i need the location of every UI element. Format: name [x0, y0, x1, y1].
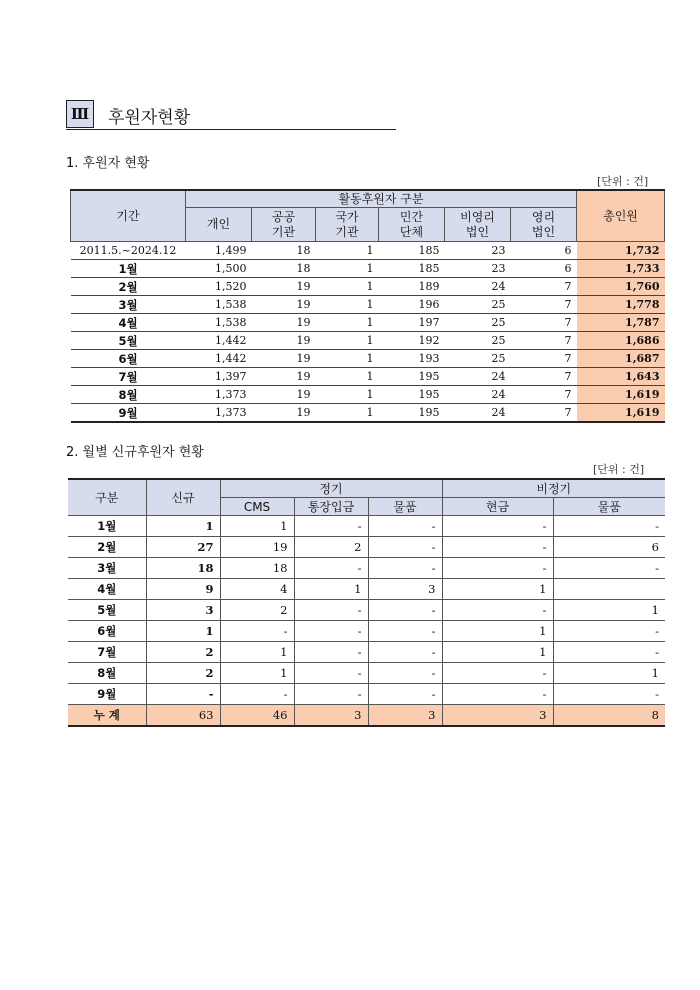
month-cell: 2월: [68, 537, 146, 558]
table-row: [68, 642, 665, 663]
header-total: 총인원: [577, 190, 665, 242]
value-cell: 18: [220, 558, 294, 579]
value-cell: 7: [511, 368, 577, 386]
value-cell: 1: [442, 621, 553, 642]
value-cell: -: [553, 642, 665, 663]
month-cell: 7월: [68, 642, 146, 663]
value-cell: 18: [252, 242, 316, 260]
month-cell: 4월: [68, 579, 146, 600]
table-row: [71, 314, 665, 332]
value-cell: -: [368, 516, 442, 537]
table-row: [68, 537, 665, 558]
header-new: 신규: [146, 479, 220, 516]
table-row: [71, 350, 665, 368]
period-cell: 4월: [71, 314, 186, 332]
value-cell: -: [294, 663, 368, 684]
value-cell: 4: [220, 579, 294, 600]
value-cell: 24: [445, 368, 511, 386]
month-cell: 5월: [68, 600, 146, 621]
header-irregular: 비정기: [442, 479, 665, 498]
value-cell: -: [553, 558, 665, 579]
period-cell: 5월: [71, 332, 186, 350]
value-cell: -: [294, 600, 368, 621]
value-cell: -: [294, 558, 368, 579]
value-cell: 19: [252, 350, 316, 368]
value-cell: 189: [379, 278, 445, 296]
period-cell: 2011.5.~2024.12: [71, 242, 186, 260]
sum-value-cell: 3: [294, 705, 368, 727]
subheader-2: [316, 208, 379, 242]
new-count-cell: 1: [146, 516, 220, 537]
value-cell: 23: [445, 242, 511, 260]
value-cell: 193: [379, 350, 445, 368]
header-category: 구분: [68, 479, 146, 516]
value-cell: 185: [379, 260, 445, 278]
table-row: [68, 558, 665, 579]
table-row: [68, 684, 665, 705]
table-row: [71, 404, 665, 423]
table-row: [71, 368, 665, 386]
value-cell: 1,500: [186, 260, 252, 278]
value-cell: 25: [445, 296, 511, 314]
value-cell: 185: [379, 242, 445, 260]
value-cell: -: [368, 642, 442, 663]
subheader-line: 영리: [531, 209, 556, 224]
header-regular: 정기: [220, 479, 442, 498]
value-cell: 19: [252, 278, 316, 296]
sum-row: [68, 705, 665, 727]
value-cell: 1: [316, 260, 379, 278]
subheader-line: 공공: [271, 209, 296, 224]
value-cell: 3: [368, 579, 442, 600]
value-cell: 7: [511, 404, 577, 423]
new-count-cell: 1: [146, 621, 220, 642]
subheader-regular-1: 통장입금: [294, 498, 368, 516]
value-cell: -: [368, 600, 442, 621]
month-cell: 1월: [68, 516, 146, 537]
value-cell: 7: [511, 314, 577, 332]
value-cell: 1: [220, 642, 294, 663]
value-cell: 1,499: [186, 242, 252, 260]
value-cell: 1: [220, 516, 294, 537]
value-cell: -: [442, 558, 553, 579]
period-cell: 2월: [71, 278, 186, 296]
value-cell: 25: [445, 350, 511, 368]
value-cell: 1: [316, 314, 379, 332]
section1-title: 1. 후원자 현황: [66, 156, 150, 171]
table-row: [71, 386, 665, 404]
month-cell: 8월: [68, 663, 146, 684]
value-cell: 1: [316, 368, 379, 386]
value-cell: 1,373: [186, 386, 252, 404]
value-cell: 19: [252, 314, 316, 332]
period-cell: 3월: [71, 296, 186, 314]
period-cell: 6월: [71, 350, 186, 368]
value-cell: -: [553, 684, 665, 705]
value-cell: 1: [220, 663, 294, 684]
value-cell: 19: [220, 537, 294, 558]
value-cell: 196: [379, 296, 445, 314]
subheader-line: 민간: [399, 209, 424, 224]
subheader-line: 법인: [531, 224, 556, 239]
subheader-irregular-0: 현금: [442, 498, 553, 516]
section2-unit: [단위 : 건]: [593, 463, 645, 476]
sum-new-cell: 63: [146, 705, 220, 727]
value-cell: 1,442: [186, 332, 252, 350]
value-cell: 1,373: [186, 404, 252, 423]
sponsor-status-table: [70, 189, 665, 423]
sum-value-cell: 8: [553, 705, 665, 727]
value-cell: 7: [511, 350, 577, 368]
value-cell: -: [294, 516, 368, 537]
table-row: [68, 663, 665, 684]
sum-value-cell: 46: [220, 705, 294, 727]
subheader-regular-2: 물품: [368, 498, 442, 516]
period-cell: 9월: [71, 404, 186, 423]
table-row: [71, 296, 665, 314]
value-cell: 6: [553, 537, 665, 558]
value-cell: 1: [294, 579, 368, 600]
subheader-3: [379, 208, 445, 242]
new-count-cell: 27: [146, 537, 220, 558]
value-cell: -: [553, 516, 665, 537]
value-cell: -: [442, 516, 553, 537]
value-cell: 1: [316, 332, 379, 350]
value-cell: [553, 579, 665, 600]
value-cell: -: [294, 621, 368, 642]
section2-title: 2. 월별 신규후원자 현황: [66, 445, 204, 460]
chapter-heading: [66, 100, 396, 133]
value-cell: 1: [316, 242, 379, 260]
value-cell: 195: [379, 368, 445, 386]
subheader-4: [445, 208, 511, 242]
value-cell: -: [294, 684, 368, 705]
chapter-number: Ⅲ: [66, 100, 94, 128]
subheader-irregular-1: 물품: [553, 498, 665, 516]
header-period: 기간: [71, 190, 186, 242]
value-cell: -: [220, 621, 294, 642]
header-active-sponsor-group: 활동후원자 구분: [186, 190, 577, 208]
value-cell: 2: [220, 600, 294, 621]
table-row: [68, 621, 665, 642]
value-cell: -: [368, 537, 442, 558]
value-cell: -: [220, 684, 294, 705]
section1-unit: [단위 : 건]: [597, 175, 649, 188]
total-cell: 1,778: [577, 296, 665, 314]
subheader-line: 비영리: [460, 209, 495, 224]
new-count-cell: 18: [146, 558, 220, 579]
value-cell: 6: [511, 242, 577, 260]
subheader-line: 개인: [206, 217, 231, 231]
total-cell: 1,643: [577, 368, 665, 386]
subheader-line: 단체: [399, 224, 424, 239]
value-cell: 192: [379, 332, 445, 350]
new-count-cell: -: [146, 684, 220, 705]
table-row: [71, 260, 665, 278]
new-count-cell: 3: [146, 600, 220, 621]
value-cell: 1,538: [186, 296, 252, 314]
value-cell: 1: [316, 350, 379, 368]
table-row: [71, 242, 665, 260]
total-cell: 1,619: [577, 404, 665, 423]
value-cell: 6: [511, 260, 577, 278]
value-cell: 25: [445, 332, 511, 350]
value-cell: -: [368, 684, 442, 705]
subheader-line: 기관: [271, 224, 296, 239]
value-cell: 24: [445, 278, 511, 296]
value-cell: 19: [252, 332, 316, 350]
value-cell: 7: [511, 296, 577, 314]
value-cell: 2: [294, 537, 368, 558]
total-cell: 1,733: [577, 260, 665, 278]
value-cell: 1: [553, 600, 665, 621]
subheader-regular-0: CMS: [220, 498, 294, 516]
value-cell: -: [368, 663, 442, 684]
value-cell: 7: [511, 386, 577, 404]
table-row: [71, 278, 665, 296]
value-cell: -: [442, 537, 553, 558]
table-row: [68, 516, 665, 537]
chapter-underline: [66, 129, 396, 130]
subheader-line: 기관: [335, 224, 359, 239]
value-cell: 195: [379, 386, 445, 404]
table-row: [71, 332, 665, 350]
value-cell: 1,538: [186, 314, 252, 332]
value-cell: -: [294, 642, 368, 663]
value-cell: 25: [445, 314, 511, 332]
value-cell: -: [442, 684, 553, 705]
value-cell: -: [368, 621, 442, 642]
subheader-1: [252, 208, 316, 242]
new-count-cell: 2: [146, 663, 220, 684]
value-cell: 1: [316, 386, 379, 404]
total-cell: 1,787: [577, 314, 665, 332]
value-cell: 23: [445, 260, 511, 278]
value-cell: 24: [445, 386, 511, 404]
value-cell: 7: [511, 332, 577, 350]
period-cell: 7월: [71, 368, 186, 386]
value-cell: 7: [511, 278, 577, 296]
period-cell: 8월: [71, 386, 186, 404]
value-cell: 195: [379, 404, 445, 423]
subheader-line: 국가: [335, 209, 359, 224]
value-cell: -: [368, 558, 442, 579]
subheader-line: 법인: [465, 224, 490, 239]
value-cell: 19: [252, 368, 316, 386]
value-cell: -: [442, 600, 553, 621]
value-cell: 1,397: [186, 368, 252, 386]
month-cell: 6월: [68, 621, 146, 642]
sum-value-cell: 3: [368, 705, 442, 727]
value-cell: 19: [252, 404, 316, 423]
value-cell: 1: [442, 642, 553, 663]
value-cell: 1: [442, 579, 553, 600]
total-cell: 1,760: [577, 278, 665, 296]
value-cell: 197: [379, 314, 445, 332]
value-cell: 1: [553, 663, 665, 684]
sum-value-cell: 3: [442, 705, 553, 727]
value-cell: 19: [252, 296, 316, 314]
value-cell: 19: [252, 386, 316, 404]
chapter-title: 후원자현황: [108, 108, 191, 128]
month-cell: 9월: [68, 684, 146, 705]
table-row: [68, 600, 665, 621]
table-row: [68, 579, 665, 600]
value-cell: 1: [316, 278, 379, 296]
value-cell: 24: [445, 404, 511, 423]
value-cell: 1,442: [186, 350, 252, 368]
value-cell: 18: [252, 260, 316, 278]
value-cell: -: [553, 621, 665, 642]
value-cell: -: [442, 663, 553, 684]
total-cell: 1,732: [577, 242, 665, 260]
value-cell: 1: [316, 404, 379, 423]
new-count-cell: 2: [146, 642, 220, 663]
total-cell: 1,619: [577, 386, 665, 404]
monthly-new-sponsor-table: [68, 478, 665, 727]
total-cell: 1,686: [577, 332, 665, 350]
new-count-cell: 9: [146, 579, 220, 600]
subheader-0: [186, 208, 252, 242]
value-cell: 1: [316, 296, 379, 314]
value-cell: 1,520: [186, 278, 252, 296]
sum-label-cell: 누 계: [68, 705, 146, 727]
month-cell: 3월: [68, 558, 146, 579]
subheader-5: [511, 208, 577, 242]
total-cell: 1,687: [577, 350, 665, 368]
period-cell: 1월: [71, 260, 186, 278]
